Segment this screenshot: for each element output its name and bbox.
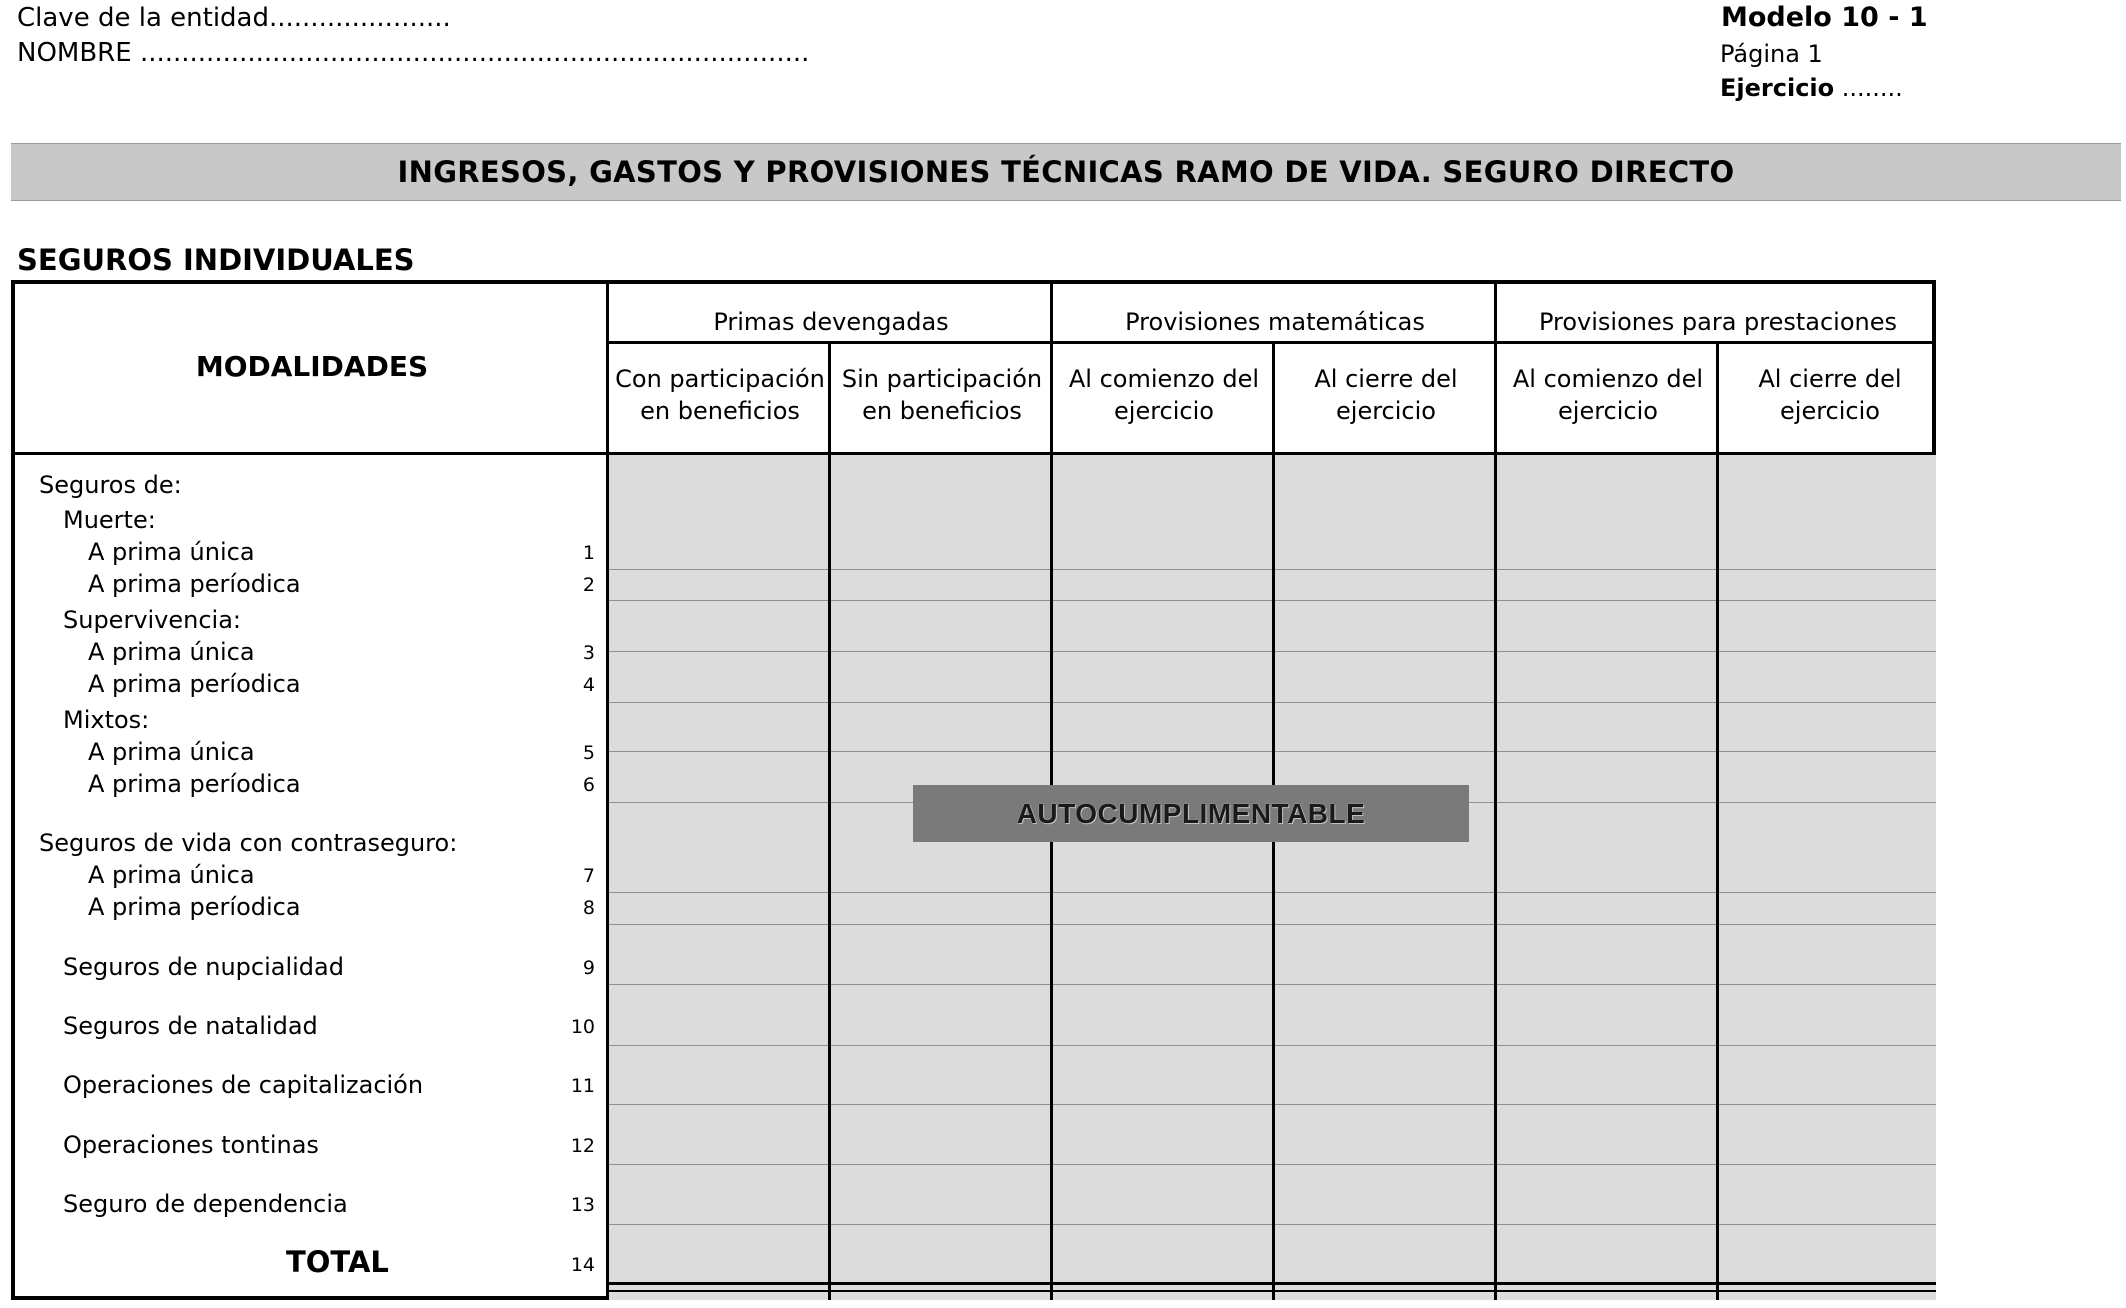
col-prest-cierre bbox=[1719, 363, 1941, 427]
col-header-line: ejercicio bbox=[1336, 397, 1436, 425]
clave-entidad-label: Clave de la entidad...................... bbox=[17, 3, 451, 33]
label-contraseguro: Seguros de vida con contraseguro: bbox=[39, 829, 458, 857]
row-number: 6 bbox=[582, 774, 595, 796]
row-number: 3 bbox=[582, 642, 595, 664]
col-header-line: ejercicio bbox=[1558, 397, 1658, 425]
header-bottom-divider bbox=[15, 452, 1936, 455]
label-col-divider bbox=[606, 284, 609, 1300]
row-label: Seguro de dependencia bbox=[63, 1190, 348, 1218]
row-number: 12 bbox=[570, 1135, 595, 1157]
group-provisiones-matematicas: Provisiones matemáticas bbox=[1125, 308, 1425, 336]
ejercicio-line bbox=[1720, 73, 1903, 103]
row-label: A prima única bbox=[88, 861, 255, 889]
col-header-line: en beneficios bbox=[862, 397, 1022, 425]
col-header-line: en beneficios bbox=[640, 397, 800, 425]
modalidades-heading: MODALIDADES bbox=[195, 350, 429, 383]
col-con-participacion bbox=[609, 363, 831, 427]
row-number: 7 bbox=[582, 865, 595, 887]
row-number: 2 bbox=[582, 574, 595, 596]
row-number: 13 bbox=[570, 1194, 595, 1216]
row-label: Seguros de nupcialidad bbox=[63, 953, 344, 981]
row-number: 5 bbox=[582, 742, 595, 764]
group-provisiones-prestaciones: Provisiones para prestaciones bbox=[1538, 308, 1898, 336]
row-label: A prima única bbox=[88, 538, 255, 566]
row-label: A prima única bbox=[88, 638, 255, 666]
col-mat-cierre bbox=[1275, 363, 1497, 427]
col-header-line: Al comienzo del bbox=[1068, 365, 1260, 393]
autocumplimentable-stamp: AUTOCUMPLIMENTABLE bbox=[913, 785, 1469, 842]
row-label: Operaciones tontinas bbox=[63, 1131, 319, 1159]
row-label: A prima única bbox=[88, 738, 255, 766]
row-label: A prima períodica bbox=[88, 670, 301, 698]
col-header-line: ejercicio bbox=[1780, 397, 1880, 425]
label-supervivencia: Supervivencia: bbox=[63, 606, 242, 634]
row-number: 14 bbox=[570, 1254, 595, 1276]
row-number: 9 bbox=[582, 957, 595, 979]
col-header-line: Al cierre del bbox=[1758, 365, 1902, 393]
total-label: TOTAL bbox=[286, 1245, 389, 1279]
col-header-line: Al comienzo del bbox=[1512, 365, 1704, 393]
modelo-label: Modelo 10 - 1 bbox=[1721, 2, 1928, 33]
row-label: A prima períodica bbox=[88, 770, 301, 798]
group-divider-2 bbox=[1494, 284, 1497, 1300]
row-label: Seguros de natalidad bbox=[63, 1012, 318, 1040]
col-prest-comienzo bbox=[1497, 363, 1719, 427]
section-title: SEGUROS INDIVIDUALES bbox=[17, 243, 415, 277]
col-header-line: ejercicio bbox=[1114, 397, 1214, 425]
row-number: 1 bbox=[582, 542, 595, 564]
col-sin-participacion bbox=[831, 363, 1053, 427]
row-label: A prima períodica bbox=[88, 570, 301, 598]
title-band: INGRESOS, GASTOS Y PROVISIONES TÉCNICAS RAMO DE VIDA. SEGURO DIRECTO bbox=[11, 143, 2121, 201]
row-number: 4 bbox=[582, 674, 595, 696]
col-header-line: Al cierre del bbox=[1314, 365, 1458, 393]
label-seguros-de: Seguros de: bbox=[39, 471, 182, 499]
row-number: 10 bbox=[570, 1016, 595, 1038]
label-mixtos: Mixtos: bbox=[63, 706, 150, 734]
ejercicio-value: ........ bbox=[1841, 74, 1903, 102]
nombre-label: NOMBRE ................................................................................. bbox=[17, 38, 810, 68]
pagina-label: Página 1 bbox=[1720, 40, 1823, 68]
ejercicio-label: Ejercicio bbox=[1720, 74, 1835, 102]
col-header-line: Con participación bbox=[615, 365, 825, 393]
row-number: 11 bbox=[570, 1075, 595, 1097]
label-muerte: Muerte: bbox=[63, 506, 156, 534]
group-primas-devengadas: Primas devengadas bbox=[713, 308, 949, 336]
col-mat-comienzo bbox=[1053, 363, 1275, 427]
row-number: 8 bbox=[582, 897, 595, 919]
col-divider-1 bbox=[828, 341, 831, 1300]
col-divider-5 bbox=[1716, 341, 1719, 1300]
row-label: Operaciones de capitalización bbox=[63, 1071, 424, 1099]
row-label: A prima períodica bbox=[88, 893, 301, 921]
col-header-line: Sin participación bbox=[841, 365, 1043, 393]
